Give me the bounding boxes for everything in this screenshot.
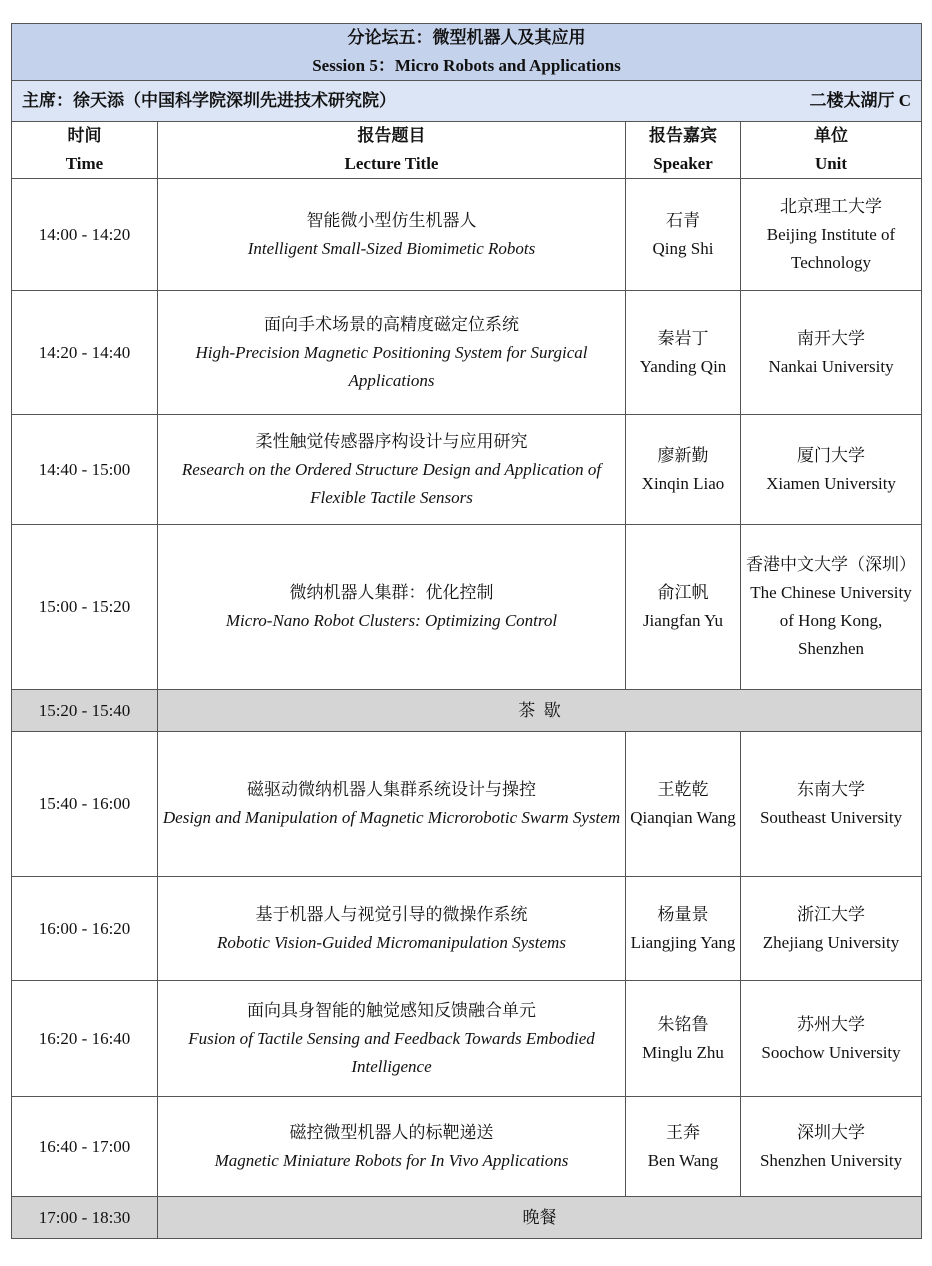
talk-unit [741,981,922,1097]
speaker-zh: 杨量景 [657,904,709,924]
unit-en: Soochow University [761,1042,901,1062]
talk-title [158,415,626,525]
talk-title [158,291,626,415]
speaker-en: Xinqin Liao [641,473,725,493]
unit-zh: 浙江大学 [797,904,865,924]
chair-row [12,81,922,122]
speaker-zh: 王乾乾 [657,780,709,799]
break-row [12,690,922,732]
talk-title-zh: 磁控微型机器人的标靶递送 [289,1122,494,1142]
talk-speaker [626,415,741,525]
break-time: 17:00 - 18:30 [12,1197,158,1239]
speaker-en: Qianqian Wang [630,808,736,827]
speaker-en: Yanding Qin [639,356,727,376]
talk-time: 16:40 - 17:00 [12,1097,158,1197]
talk-unit [741,179,922,291]
talk-title-zh: 面向具身智能的触觉感知反馈融合单元 [247,1000,536,1020]
header-unit-zh: 单位 [814,126,848,145]
speaker-zh: 俞江帆 [657,583,709,602]
session-title [12,24,922,81]
header-speaker-en: Speaker [653,154,713,173]
talk-title-en: Research on the Ordered Structure Design and Application of Flexible Tactile Sensors [181,459,602,507]
schedule-table [11,23,922,1239]
speaker-zh: 廖新勤 [657,445,709,465]
header-unit-en: Unit [814,154,848,173]
unit-zh: 深圳大学 [797,1122,865,1142]
header-title [158,122,626,179]
talk-title [158,179,626,291]
speaker-en: Qing Shi [652,238,714,258]
talk-time: 14:00 - 14:20 [12,179,158,291]
talk-unit [741,415,922,525]
speaker-en: Ben Wang [647,1150,719,1170]
session-venue: 二楼太湖厅 C [809,91,912,110]
session-chair: 主席：徐天添（中国科学院深圳先进技术研究院） [22,91,396,110]
session-title-zh: 分论坛五：微型机器人及其应用 [347,28,586,47]
unit-zh: 香港中文大学（深圳） [746,555,916,574]
talk-speaker [626,732,741,877]
header-title-en: Lecture Title [344,154,439,173]
unit-en: Southeast University [759,808,903,827]
talk-title-zh: 面向手术场景的高精度磁定位系统 [264,314,519,334]
talk-title-zh: 智能微小型仿生机器人 [306,210,477,230]
unit-en: Nankai University [768,356,894,376]
unit-en: Xiamen University [766,473,896,493]
unit-en: The Chinese University of Hong Kong, Shenzhen [750,583,912,658]
talk-title [158,1097,626,1197]
talk-title-en: Design and Manipulation of Magnetic Microrobotic Swarm System [162,808,621,827]
table-row [12,291,922,415]
talk-time: 14:20 - 14:40 [12,291,158,415]
talk-title-zh: 微纳机器人集群：优化控制 [289,583,494,602]
header-unit [741,122,922,179]
unit-en: Beijing Institute of Technology [766,224,896,272]
header-time [12,122,158,179]
unit-zh: 南开大学 [797,328,865,348]
header-time-zh: 时间 [67,126,102,145]
table-row [12,525,922,690]
talk-title-zh: 磁驱动微纳机器人集群系统设计与操控 [247,780,536,799]
talk-unit [741,525,922,690]
talk-time: 16:00 - 16:20 [12,877,158,981]
table-row [12,415,922,525]
talk-title [158,981,626,1097]
table-row [12,732,922,877]
table-row [12,179,922,291]
talk-speaker [626,291,741,415]
column-header-row [12,122,922,179]
unit-zh: 厦门大学 [797,445,865,465]
speaker-zh: 朱铭鲁 [657,1014,709,1034]
speaker-en: Minglu Zhu [642,1042,724,1062]
talk-unit [741,1097,922,1197]
unit-en: Shenzhen University [759,1150,903,1170]
header-speaker-zh: 报告嘉宾 [649,126,717,145]
break-label: 晚餐 [158,1197,922,1239]
table-row [12,877,922,981]
talk-title-en: Fusion of Tactile Sensing and Feedback Towards Embodied Intelligence [188,1028,595,1076]
header-speaker [626,122,741,179]
talk-time: 16:20 - 16:40 [12,981,158,1097]
talk-title-en: Magnetic Miniature Robots for In Vivo Applications [214,1150,569,1170]
session-title-en: Session 5：Micro Robots and Applications [312,56,621,75]
talk-title [158,732,626,877]
talk-title-zh: 柔性触觉传感器序构设计与应用研究 [255,431,528,451]
header-time-en: Time [65,154,104,173]
speaker-en: Jiangfan Yu [642,611,724,630]
speaker-zh: 王奔 [666,1122,700,1142]
talk-unit [741,732,922,877]
talk-speaker [626,981,741,1097]
speaker-zh: 石青 [666,210,700,230]
talk-speaker [626,525,741,690]
talk-title [158,525,626,690]
talk-time: 15:40 - 16:00 [12,732,158,877]
talk-time: 14:40 - 15:00 [12,415,158,525]
unit-zh: 苏州大学 [797,1014,865,1034]
talk-speaker [626,1097,741,1197]
header-title-zh: 报告题目 [357,126,426,145]
break-time: 15:20 - 15:40 [12,690,158,732]
speaker-en: Liangjing Yang [630,932,736,952]
talk-title-en: Robotic Vision-Guided Micromanipulation Systems [217,932,566,952]
table-row [12,1097,922,1197]
unit-zh: 东南大学 [797,780,865,799]
talk-unit [741,877,922,981]
talk-title [158,877,626,981]
break-row [12,1197,922,1239]
table-row [12,981,922,1097]
talk-speaker [626,179,741,291]
unit-zh: 北京理工大学 [780,196,882,216]
talk-title-zh: 基于机器人与视觉引导的微操作系统 [255,904,528,924]
talk-title-en: High-Precision Magnetic Positioning System for Surgical Applications [195,342,588,390]
break-label: 茶 歇 [158,690,922,732]
talk-time: 15:00 - 15:20 [12,525,158,690]
talk-speaker [626,877,741,981]
talk-title-en: Micro-Nano Robot Clusters: Optimizing Control [225,611,558,630]
talk-unit [741,291,922,415]
session-title-row [12,24,922,81]
speaker-zh: 秦岩丁 [657,328,709,348]
unit-en: Zhejiang University [762,932,900,952]
talk-title-en: Intelligent Small-Sized Biomimetic Robots [247,238,536,258]
